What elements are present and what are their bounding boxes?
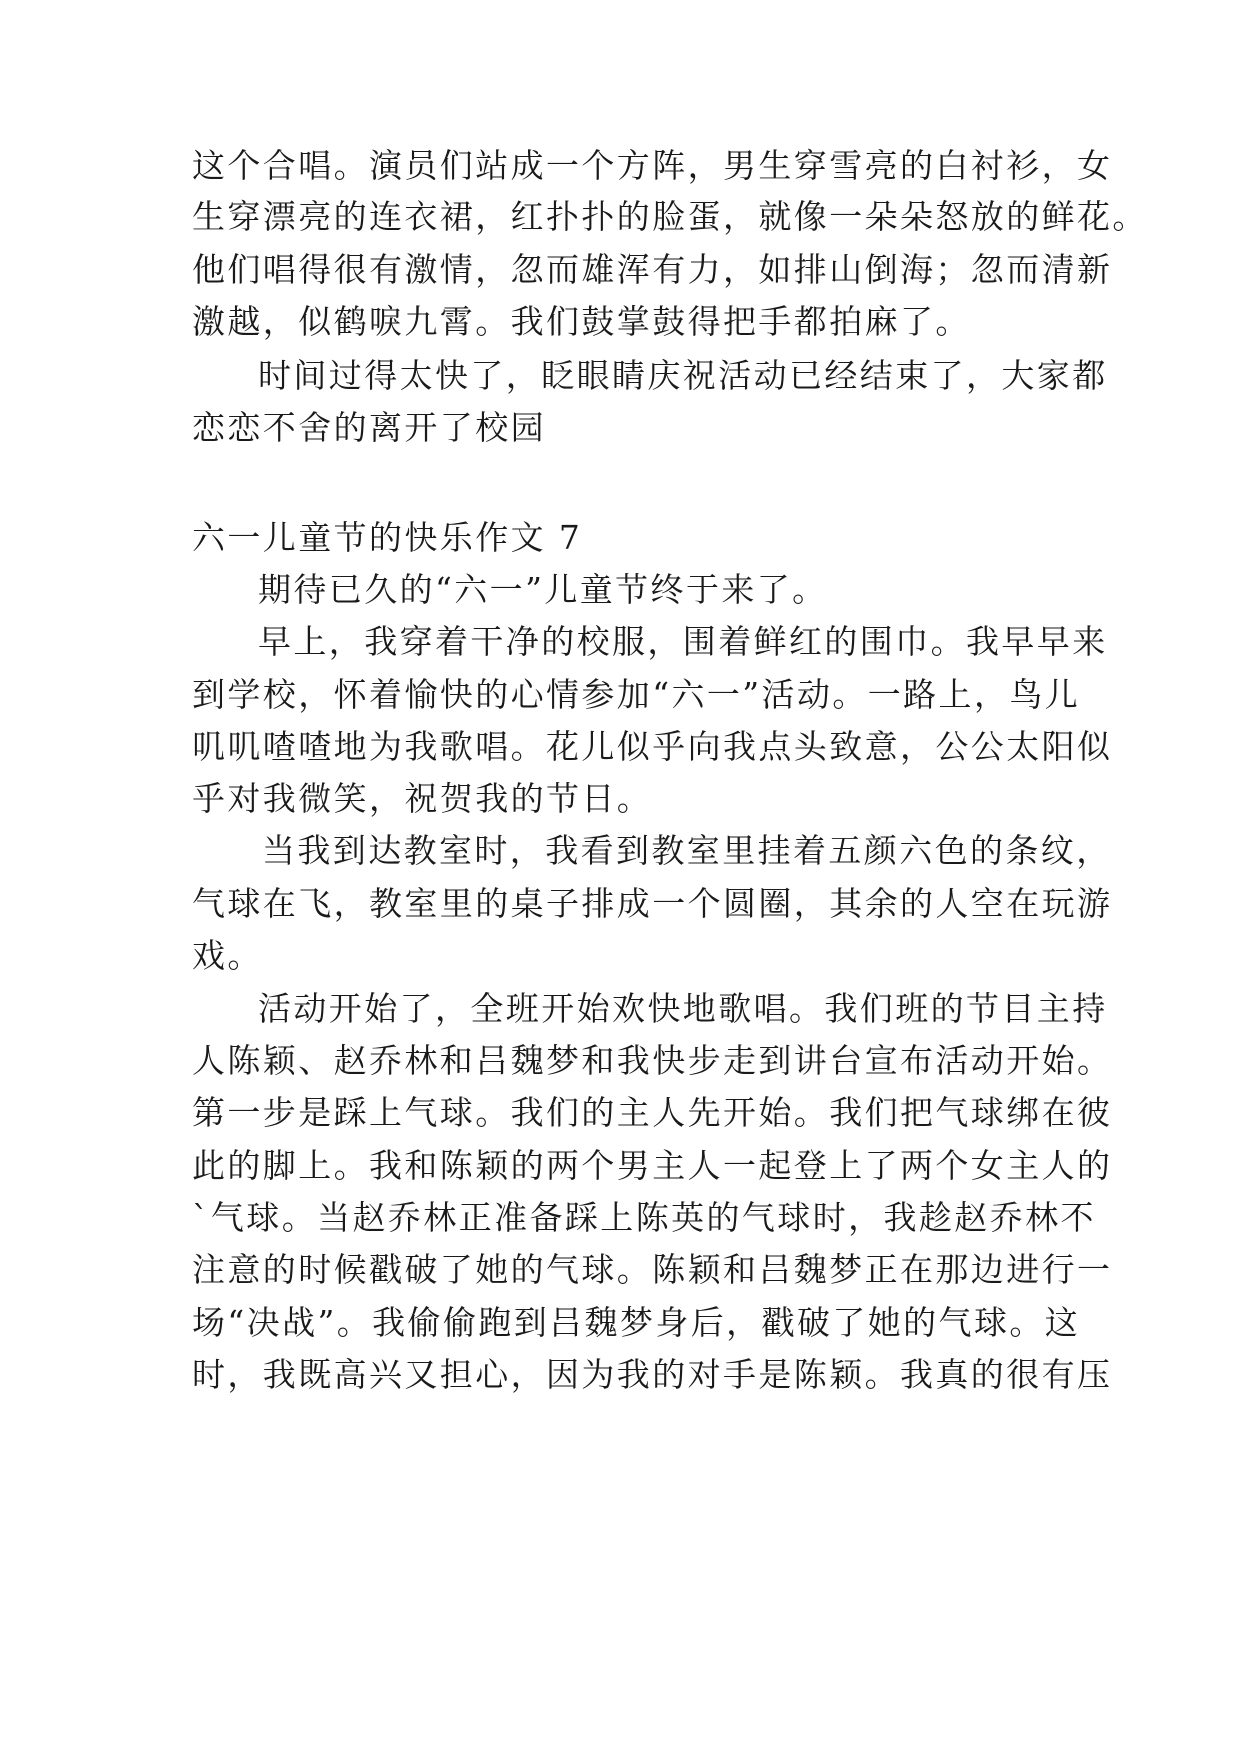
text-line: 场“决战”。我偷偷跑到吕魏梦身后，戳破了她的气球。这 xyxy=(192,1303,1081,1342)
paragraph-first-line: 期待已久的“六一”儿童节终于来了。 xyxy=(258,570,828,609)
text-line: 叽叽喳喳地为我歌唱。花儿似乎向我点头致意，公公太阳似 xyxy=(192,727,1113,766)
text-line: 时，我既高兴又担心，因为我的对手是陈颖。我真的很有压 xyxy=(192,1355,1113,1394)
text-line: 戏。 xyxy=(192,936,263,975)
section-heading: 六一儿童节的快乐作文 7 xyxy=(192,518,583,557)
paragraph-first-line: 活动开始了，全班开始欢快地歌唱。我们班的节目主持 xyxy=(258,989,1108,1028)
text-line: 到学校，怀着愉快的心情参加“六一”活动。一路上，鸟儿 xyxy=(192,675,1081,714)
text-line: 他们唱得很有激情，忽而雄浑有力，如排山倒海；忽而清新 xyxy=(192,250,1113,289)
text-line: 第一步是踩上气球。我们的主人先开始。我们把气球绑在彼 xyxy=(192,1093,1113,1132)
text-line: 恋恋不舍的离开了校园 xyxy=(192,408,546,447)
text-line: 注意的时候戳破了她的气球。陈颖和吕魏梦正在那边进行一 xyxy=(192,1250,1113,1289)
text-line: 激越，似鹤唳九霄。我们鼓掌鼓得把手都拍麻了。 xyxy=(192,302,971,341)
text-line: 生穿漂亮的连衣裙，红扑扑的脸蛋，就像一朵朵怒放的鲜花。 xyxy=(192,197,1148,236)
paragraph-first-line: 早上，我穿着干净的校服，围着鲜红的围巾。我早早来 xyxy=(258,622,1108,661)
text-line: 这个合唱。演员们站成一个方阵，男生穿雪亮的白衬衫，女 xyxy=(192,146,1113,185)
text-line: 乎对我微笑，祝贺我的节日。 xyxy=(192,779,653,818)
text-line: 人陈颖、赵乔林和吕魏梦和我快步走到讲台宣布活动开始。 xyxy=(192,1041,1113,1080)
text-line: 气球在飞，教室里的桌子排成一个圆圈，其余的人空在玩游 xyxy=(192,884,1113,923)
text-line: `气球。当赵乔林正准备踩上陈英的气球时，我趁赵乔林不 xyxy=(192,1198,1096,1237)
paragraph-first-line: 时间过得太快了，眨眼睛庆祝活动已经结束了，大家都 xyxy=(258,356,1108,395)
paragraph-first-line: 当我到达教室时，我看到教室里挂着五颜六色的条纹， xyxy=(262,831,1112,870)
text-line: 此的脚上。我和陈颖的两个男主人一起登上了两个女主人的 xyxy=(192,1146,1113,1185)
